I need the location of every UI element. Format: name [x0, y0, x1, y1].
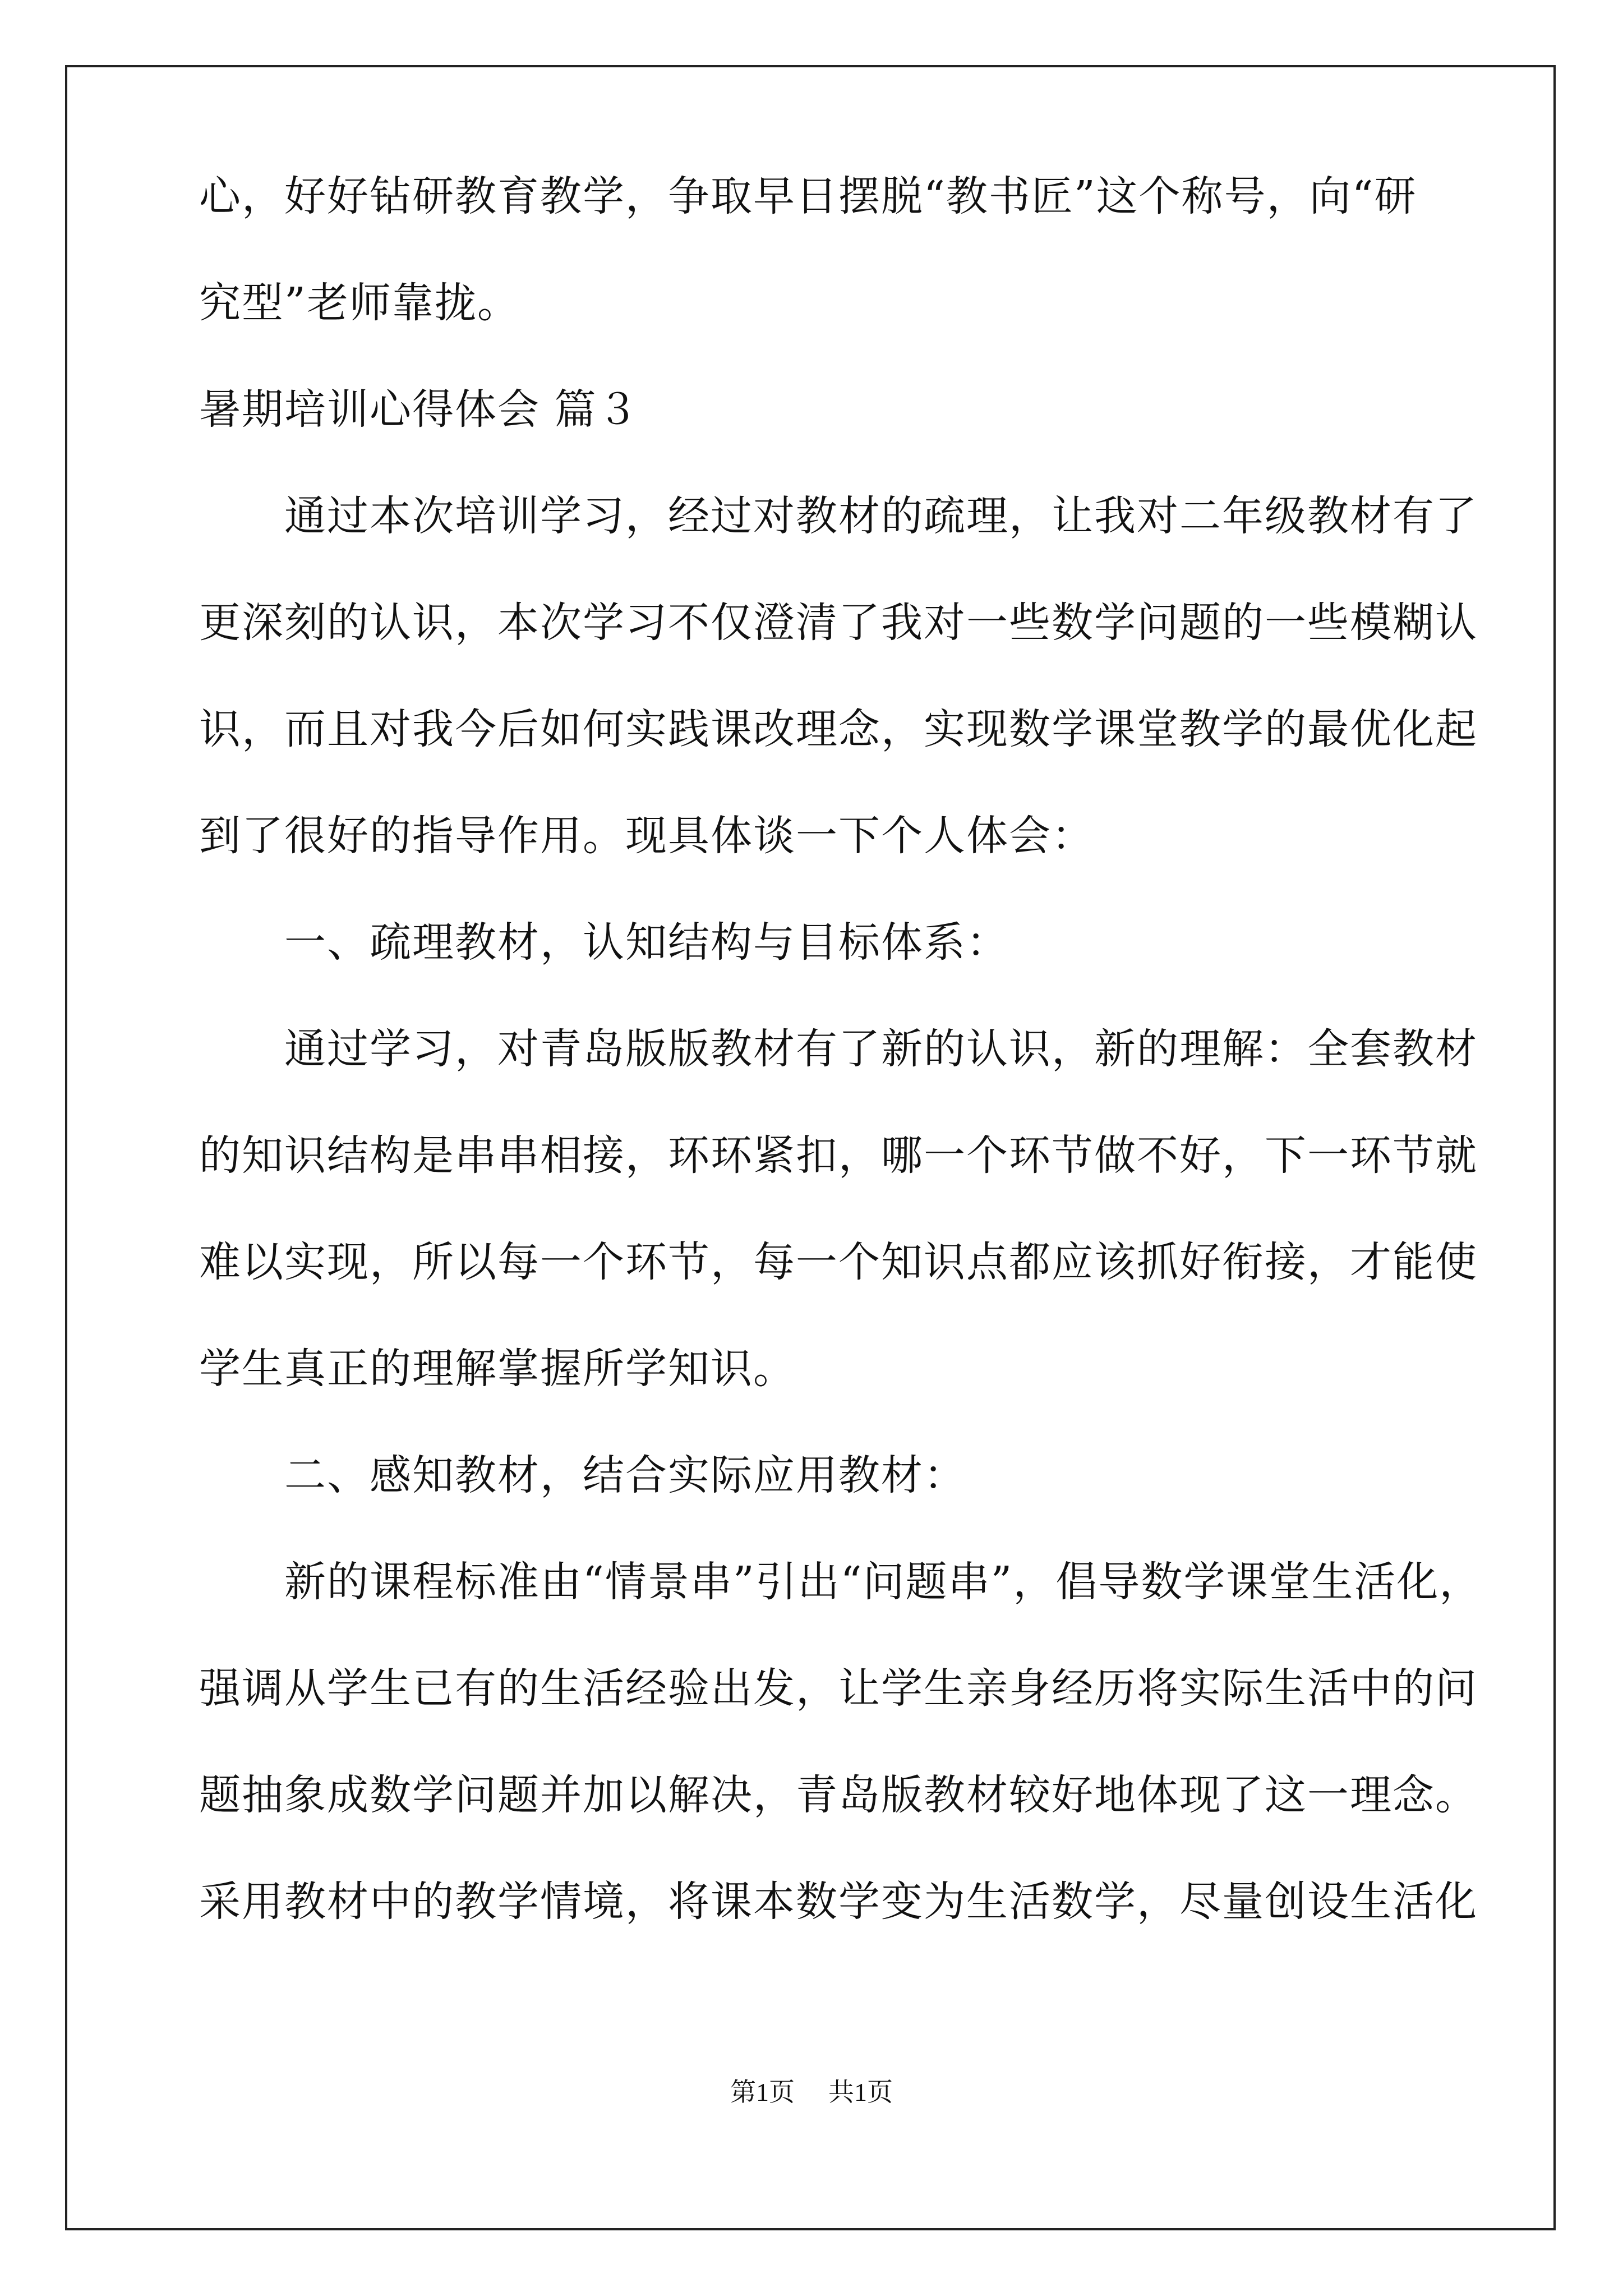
text-line: 的知识结构是串串相接，环环紧扣，哪一个环节做不好，下一环节就 [199, 1131, 1478, 1180]
text-line: 通过学习，对青岛版版教材有了新的认识，新的理解：全套教材 [199, 1025, 1478, 1073]
section-heading: 暑期培训心得体会 篇３ [199, 385, 640, 434]
page-number-total: 共1页 [828, 2078, 893, 2106]
text-line: 识，而且对我今后如何实践课改理念，实现数学课堂教学的最优化起 [199, 705, 1478, 753]
text-line: 难以实现，所以每一个环节，每一个知识点都应该抓好衔接，才能使 [199, 1238, 1478, 1286]
text-line: 学生真正的理解掌握所学知识。 [199, 1345, 796, 1393]
text-line: 通过本次培训学习，经过对教材的疏理，让我对二年级教材有了 [199, 492, 1478, 540]
text-line: 题抽象成数学问题并加以解决，青岛版教材较好地体现了这一理念。 [199, 1771, 1478, 1819]
text-line: 更深刻的认识，本次学习不仅澄清了我对一些数学问题的一些模糊认 [199, 599, 1478, 647]
text-line: 究型”老师靠拢。 [199, 279, 520, 327]
text-line: 到了很好的指导作用。现具体谈一下个人体会： [199, 812, 1094, 860]
subheading: 二、感知教材，结合实际应用教材： [199, 1451, 966, 1499]
text-line: 采用教材中的教学情境，将课本数学变为生活数学，尽量创设生活化 [199, 1878, 1478, 1926]
subheading: 一、疏理教材，认知结构与目标体系： [199, 918, 1009, 967]
text-line: 心，好好钻研教育教学，争取早日摆脱“教书匠”这个称号，向“研 [199, 172, 1417, 220]
text-line: 强调从学生已有的生活经验出发，让学生亲身经历将实际生活中的问 [199, 1664, 1478, 1713]
text-line: 新的课程标准由“情景串”引出“问题串”，倡导数学课堂生活化， [199, 1558, 1482, 1606]
page-footer [0, 2076, 1623, 2109]
page-number-current: 第1页 [730, 2078, 795, 2106]
